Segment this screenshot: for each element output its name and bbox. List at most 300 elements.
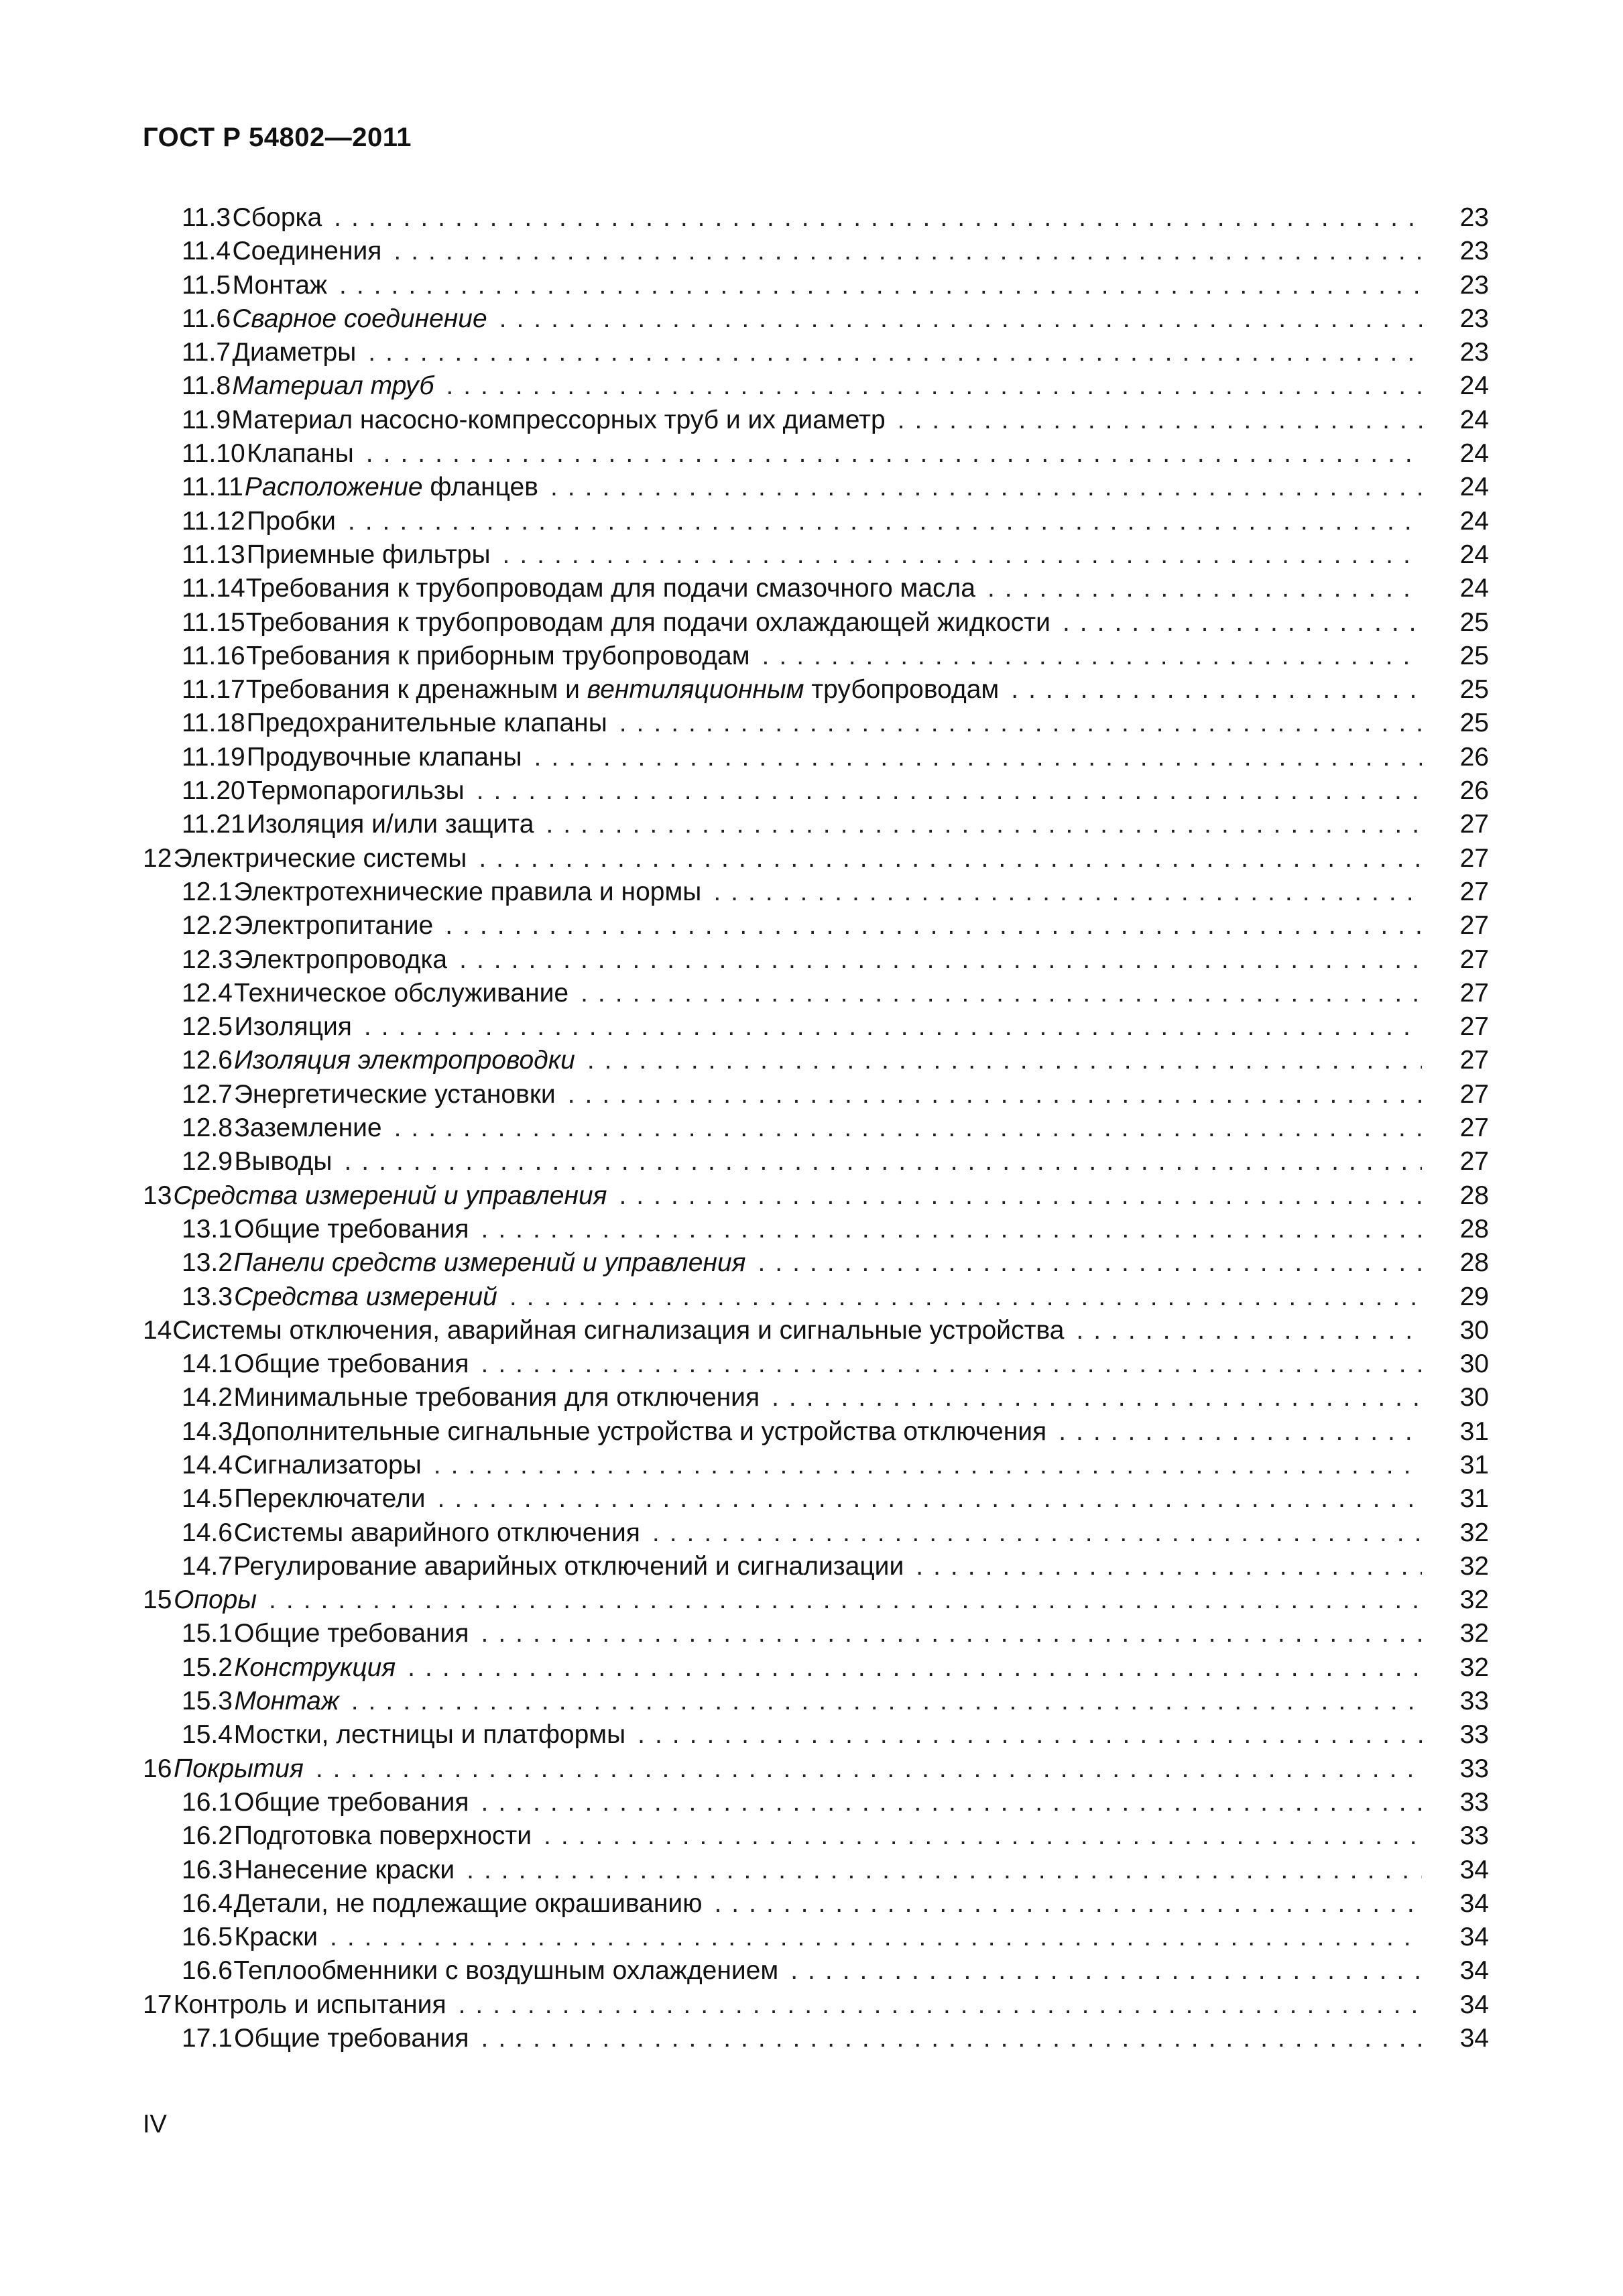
toc-title-part: Требования к трубопроводам для подачи охлаждающей жидкости	[245, 607, 1050, 637]
toc-title-part: Приемные фильтры	[246, 540, 491, 569]
dot-leader	[758, 1246, 1422, 1280]
toc-entry-title	[174, 1583, 257, 1617]
toc-page-number: 28	[1459, 1181, 1489, 1210]
toc-entry-number: 14.6	[182, 1518, 233, 1547]
toc-entry	[182, 2022, 1422, 2055]
toc-row	[0, 1988, 1623, 2022]
toc-entry-number: 11.4	[182, 237, 231, 266]
toc-entry	[182, 1482, 1422, 1516]
toc-page-number: 27	[1459, 1147, 1489, 1176]
dot-leader	[550, 471, 1422, 504]
dot-leader	[394, 235, 1422, 268]
toc-title-part: Монтаж	[232, 270, 327, 300]
toc-title-part: Электрические системы	[173, 843, 467, 873]
toc-entry-title	[234, 1685, 339, 1718]
toc-entry	[182, 741, 1422, 774]
dot-leader	[446, 369, 1422, 403]
toc-title-part: Монтаж	[234, 1687, 339, 1716]
toc-page-number: 28	[1459, 1214, 1489, 1244]
toc-page-number: 31	[1459, 1450, 1489, 1479]
toc-entry-number: 11.15	[182, 607, 245, 637]
toc-entry-title	[234, 1651, 396, 1685]
toc-title-part: Общие требования	[234, 1619, 469, 1648]
toc-row	[0, 1213, 1623, 1246]
toc-row	[0, 201, 1623, 235]
toc-title-part: Материал труб	[232, 371, 434, 401]
toc-entry-title	[247, 505, 336, 538]
toc-entry-number: 12.3	[182, 945, 233, 974]
toc-page-number: 34	[1459, 1888, 1489, 1918]
toc-entry	[143, 1179, 1422, 1213]
toc-entry	[143, 1314, 1422, 1347]
toc-entry	[182, 1449, 1422, 1482]
toc-row	[0, 538, 1623, 572]
toc-entry	[143, 842, 1422, 875]
dot-leader	[334, 201, 1422, 235]
toc-row	[0, 1111, 1623, 1145]
dot-leader	[479, 842, 1422, 875]
toc-entry	[182, 1078, 1422, 1111]
toc-entry	[182, 1280, 1422, 1314]
toc-title-part: фланцев	[422, 473, 538, 502]
toc-page-number: 23	[1459, 237, 1489, 266]
toc-entry-title	[234, 1786, 469, 1819]
dot-leader	[619, 707, 1422, 740]
toc-page-number: 32	[1459, 1652, 1489, 1682]
dot-leader	[467, 1854, 1422, 1887]
toc-row	[0, 1314, 1623, 1347]
toc-entry-title	[233, 1550, 904, 1583]
toc-page-number: 32	[1459, 1619, 1489, 1648]
toc-entry-number: 11.10	[182, 439, 245, 469]
toc-entry-title	[246, 673, 1000, 707]
toc-row	[0, 505, 1623, 538]
toc-entry-number: 13.2	[182, 1248, 233, 1278]
toc-entry	[182, 875, 1422, 909]
toc-entry	[182, 1111, 1422, 1145]
toc-page-number: 31	[1459, 1416, 1489, 1446]
toc-entry-number: 14.5	[182, 1484, 233, 1514]
toc-entry-title	[173, 1179, 607, 1213]
toc-row	[0, 1347, 1623, 1381]
toc-entry-number: 12.9	[182, 1147, 233, 1176]
toc-entry-title	[234, 909, 433, 943]
toc-page-number: 34	[1459, 2024, 1489, 2053]
toc-title-part: Детали, не подлежащие окрашиванию	[233, 1888, 703, 1918]
toc-entry-title	[234, 1482, 425, 1516]
toc-title-part: Конструкция	[234, 1652, 396, 1682]
dot-leader	[652, 1516, 1422, 1550]
toc-title-part: Соединения	[232, 237, 382, 266]
toc-entry	[182, 1651, 1422, 1685]
toc-title-part: Системы аварийного отключения	[233, 1518, 640, 1547]
toc-row	[0, 774, 1623, 808]
toc-entry	[182, 909, 1422, 943]
dot-leader	[351, 1685, 1422, 1718]
toc-entry-title	[234, 1044, 575, 1077]
toc-entry-title	[234, 1246, 746, 1280]
toc-page-number: 33	[1459, 1787, 1489, 1817]
toc-page-number: 32	[1459, 1585, 1489, 1615]
toc-entry-number: 16.1	[182, 1787, 233, 1817]
toc-title-part: Мостки, лестницы и платформы	[233, 1720, 626, 1750]
toc-title-part: Требования к приборным трубопроводам	[246, 641, 750, 670]
toc-entry-number: 12.8	[182, 1113, 233, 1143]
toc-title-part: Панели средств измерений и управления	[233, 1248, 746, 1278]
toc-entry-number: 14.4	[182, 1450, 233, 1479]
toc-entry-number: 16.3	[182, 1855, 233, 1884]
dot-leader	[316, 1752, 1422, 1786]
toc-entry-number: 14.2	[182, 1383, 233, 1412]
toc-row	[0, 741, 1623, 774]
toc-entry-number: 11.11	[182, 473, 243, 502]
toc-title-part: Термопарогильзы	[246, 776, 465, 806]
toc-entry-number: 13.3	[182, 1282, 233, 1311]
toc-page-number: 34	[1459, 1990, 1489, 2019]
toc-title-part: Продувочные клапаны	[246, 742, 522, 772]
toc-row	[0, 404, 1623, 437]
toc-row	[0, 302, 1623, 336]
toc-row	[0, 1921, 1623, 1954]
toc-entry-title	[235, 1921, 318, 1954]
toc-entry-number: 16.5	[182, 1923, 233, 1952]
toc-entry-title	[174, 1752, 304, 1786]
dot-leader	[509, 1280, 1422, 1314]
toc-entry-number: 13	[143, 1181, 172, 1210]
toc-entry-number: 11.12	[182, 506, 245, 536]
dot-leader	[408, 1651, 1422, 1685]
toc-title-part: трубопроводам	[804, 675, 1000, 705]
toc-title-part: Требования к трубопроводам для подачи смазочного масла	[245, 574, 975, 603]
dot-leader	[587, 1044, 1422, 1077]
toc-entry	[182, 1921, 1422, 1954]
toc-row	[0, 1044, 1623, 1077]
toc-entry	[182, 1685, 1422, 1718]
toc-page-number: 33	[1459, 1821, 1489, 1851]
toc-entry-title	[234, 1854, 455, 1887]
toc-entry	[182, 1516, 1422, 1550]
dot-leader	[394, 1111, 1422, 1145]
toc-entry-number: 11.18	[182, 709, 245, 738]
toc-entry-title	[234, 1617, 469, 1650]
toc-row	[0, 1887, 1623, 1921]
toc-entry	[182, 1347, 1422, 1381]
dot-leader	[344, 1145, 1422, 1179]
toc-entry	[182, 1381, 1422, 1414]
toc-entry-title	[232, 235, 381, 268]
dot-leader	[481, 1347, 1423, 1381]
toc-row	[0, 1179, 1623, 1213]
dot-leader	[713, 875, 1422, 909]
toc-entry	[182, 404, 1422, 437]
toc-entry	[182, 1246, 1422, 1280]
toc-entry-title	[234, 875, 702, 909]
toc-entry-title	[234, 1819, 532, 1853]
dot-leader	[987, 572, 1422, 605]
toc-entry-number: 15.3	[182, 1687, 233, 1716]
toc-entry-number: 15.1	[182, 1619, 233, 1648]
toc-entry-title	[234, 2022, 469, 2055]
toc-row	[0, 909, 1623, 943]
toc-title-part: Сигнализаторы	[234, 1450, 422, 1479]
dot-leader	[916, 1550, 1422, 1583]
toc-row	[0, 336, 1623, 369]
toc-entry	[182, 1415, 1422, 1449]
toc-entry	[182, 572, 1422, 605]
toc-entry	[182, 1954, 1422, 1988]
toc-page-number: 27	[1459, 810, 1489, 839]
toc-row	[0, 977, 1623, 1010]
toc-entry-number: 17	[143, 1990, 172, 2019]
toc-entry-title	[234, 943, 447, 977]
toc-row	[0, 572, 1623, 605]
toc-entry-title	[233, 336, 357, 369]
toc-row	[0, 1415, 1623, 1449]
toc-row	[0, 1516, 1623, 1550]
toc-title-part: Переключатели	[234, 1484, 426, 1514]
toc-entry-title	[234, 1718, 625, 1752]
toc-page-number: 27	[1459, 843, 1489, 873]
toc-page-number: 33	[1459, 1720, 1489, 1750]
toc-entry	[143, 1752, 1422, 1786]
toc-title-part: Требования к дренажным и	[245, 675, 587, 705]
dot-leader	[638, 1718, 1422, 1752]
dot-leader	[898, 404, 1422, 437]
toc-title-part: Общие требования	[234, 1214, 469, 1244]
toc-entry-title	[247, 538, 491, 572]
toc-entry-number: 11.8	[182, 371, 231, 401]
dot-leader	[269, 1583, 1422, 1617]
toc-entry-title	[232, 369, 434, 403]
dot-leader	[1011, 673, 1422, 707]
dot-leader	[481, 1617, 1423, 1650]
toc-row	[0, 1449, 1623, 1482]
toc-entry-number: 11.9	[182, 405, 231, 434]
toc-entry-number: 14	[143, 1315, 172, 1345]
toc-row	[0, 1752, 1623, 1786]
toc-entry-number: 13.1	[182, 1214, 233, 1244]
dot-leader	[568, 1078, 1422, 1111]
toc-title-part: Сборка	[232, 203, 322, 232]
toc-entry-number: 11.6	[182, 304, 231, 333]
toc-title-part: Выводы	[234, 1147, 333, 1176]
toc-row	[0, 1550, 1623, 1583]
toc-page-number: 25	[1459, 709, 1489, 738]
toc-entry-title	[233, 1415, 1046, 1449]
toc-entry	[182, 302, 1422, 336]
toc-page-number: 25	[1459, 675, 1489, 705]
toc-page-number: 33	[1459, 1754, 1489, 1783]
dot-leader	[1063, 606, 1422, 640]
toc-page-number: 33	[1459, 1687, 1489, 1716]
toc-page-number: 27	[1459, 1012, 1489, 1042]
toc-entry-title	[234, 977, 568, 1010]
toc-row	[0, 1685, 1623, 1718]
toc-title-part: Электропитание	[234, 911, 434, 941]
document-header: ГОСТ Р 54802—2011	[143, 123, 412, 152]
toc-entry	[182, 269, 1422, 302]
toc-page-number: 23	[1459, 203, 1489, 232]
dot-leader	[368, 336, 1422, 369]
table-of-contents	[0, 201, 1623, 2055]
dot-leader	[544, 1819, 1422, 1853]
toc-page-number: 24	[1459, 506, 1489, 536]
toc-entry-number: 11.19	[182, 742, 245, 772]
toc-entry	[182, 1550, 1422, 1583]
toc-entry-title	[234, 1280, 497, 1314]
toc-title-part: Заземление	[234, 1113, 382, 1143]
toc-row	[0, 1954, 1623, 1988]
toc-page-number: 27	[1459, 1079, 1489, 1109]
toc-page-number: 24	[1459, 439, 1489, 469]
toc-row	[0, 1854, 1623, 1887]
toc-title-part: Общие требования	[234, 1349, 469, 1379]
toc-page-number: 29	[1459, 1282, 1489, 1311]
dot-leader	[459, 1988, 1422, 2022]
toc-entry	[182, 1617, 1422, 1650]
toc-entry	[182, 640, 1422, 673]
toc-entry-title	[246, 572, 975, 605]
toc-entry-number: 11.14	[182, 574, 245, 603]
toc-title-part: Дополнительные сигнальные устройства и устройства отключения	[233, 1416, 1047, 1446]
toc-entry-title	[247, 707, 607, 740]
toc-entry-title	[232, 302, 487, 336]
dot-leader	[762, 640, 1422, 673]
toc-entry-number: 14.7	[182, 1551, 233, 1581]
toc-page-number: 24	[1459, 473, 1489, 502]
toc-entry-title	[233, 1381, 760, 1414]
toc-entry-number: 16.4	[182, 1888, 233, 1918]
toc-row	[0, 842, 1623, 875]
toc-row	[0, 1819, 1623, 1853]
page-number: IV	[143, 2110, 167, 2138]
toc-title-part: Теплообменники с воздушным охлаждением	[233, 1956, 779, 1986]
toc-entry-title	[174, 1988, 446, 2022]
toc-entry-title	[234, 1347, 469, 1381]
toc-row	[0, 1718, 1623, 1752]
toc-title-part: Материал насосно-компрессорных труб и их диаметр	[231, 405, 886, 434]
toc-entry-number: 16.2	[182, 1821, 233, 1851]
toc-entry-number: 12.2	[182, 911, 233, 941]
toc-page-number: 27	[1459, 978, 1489, 1008]
toc-page-number: 25	[1459, 607, 1489, 637]
toc-title-part: вентиляционным	[587, 675, 804, 705]
toc-page-number: 24	[1459, 405, 1489, 434]
toc-page-number: 23	[1459, 304, 1489, 333]
toc-page-number: 34	[1459, 1956, 1489, 1986]
toc-entry-number: 16	[143, 1754, 172, 1783]
toc-entry-number: 14.3	[182, 1416, 233, 1446]
dot-leader	[438, 1482, 1422, 1516]
toc-entry	[182, 1718, 1422, 1752]
toc-page-number: 30	[1459, 1315, 1489, 1345]
toc-row	[0, 2022, 1623, 2055]
toc-entry-title	[235, 1145, 333, 1179]
toc-title-part: Клапаны	[247, 439, 354, 469]
toc-page-number: 30	[1459, 1383, 1489, 1412]
toc-page-number: 27	[1459, 945, 1489, 974]
toc-entry-number: 11.5	[182, 270, 231, 300]
toc-entry-number: 11.20	[182, 776, 245, 806]
toc-row	[0, 369, 1623, 403]
toc-row	[0, 437, 1623, 471]
dot-leader	[459, 943, 1422, 977]
dot-leader	[366, 437, 1422, 471]
toc-entry-title	[233, 1954, 778, 1988]
toc-page-number: 34	[1459, 1923, 1489, 1952]
toc-page-number: 27	[1459, 877, 1489, 906]
toc-entry-number: 11.3	[182, 203, 231, 232]
toc-entry	[182, 538, 1422, 572]
toc-row	[0, 1583, 1623, 1617]
toc-entry-title	[246, 606, 1050, 640]
toc-entry-number: 11.7	[182, 338, 231, 367]
toc-entry	[182, 1044, 1422, 1077]
dot-leader	[534, 741, 1422, 774]
toc-entry-title	[233, 201, 322, 235]
toc-title-part: Изоляция электропроводки	[233, 1046, 575, 1075]
toc-page-number: 28	[1459, 1248, 1489, 1278]
toc-title-part: Техническое обслуживание	[233, 978, 569, 1008]
toc-entry-title	[234, 1010, 351, 1044]
dot-leader	[714, 1887, 1422, 1921]
toc-entry-title	[233, 269, 327, 302]
toc-row	[0, 1145, 1623, 1179]
dot-leader	[445, 909, 1422, 943]
toc-row	[0, 808, 1623, 841]
toc-row	[0, 1078, 1623, 1111]
toc-row	[0, 1617, 1623, 1650]
toc-title-part: Покрытия	[174, 1754, 304, 1783]
toc-entry	[182, 943, 1422, 977]
toc-entry	[182, 1819, 1422, 1853]
toc-entry	[182, 1010, 1422, 1044]
toc-entry-title	[234, 1449, 422, 1482]
toc-entry-title	[247, 774, 465, 808]
toc-entry-number: 16.6	[182, 1956, 233, 1986]
toc-entry-number: 17.1	[182, 2024, 233, 2053]
toc-entry-title	[245, 471, 538, 504]
dot-leader	[481, 2022, 1423, 2055]
toc-entry-number: 12.5	[182, 1012, 233, 1042]
toc-row	[0, 1482, 1623, 1516]
dot-leader	[434, 1449, 1422, 1482]
toc-entry	[143, 1988, 1422, 2022]
toc-entry-title	[234, 1078, 556, 1111]
dot-leader	[503, 538, 1422, 572]
toc-title-part: Диаметры	[232, 338, 357, 367]
toc-title-part: Средства измерений	[234, 1282, 497, 1311]
toc-page-number: 31	[1459, 1484, 1489, 1514]
toc-page-number: 23	[1459, 270, 1489, 300]
dot-leader	[348, 505, 1422, 538]
toc-page-number: 27	[1459, 1113, 1489, 1143]
toc-entry	[182, 1145, 1422, 1179]
toc-title-part: Опоры	[174, 1585, 257, 1615]
toc-entry-number: 15	[143, 1585, 172, 1615]
dot-leader	[481, 1786, 1423, 1819]
toc-title-part: Изоляция и/или защита	[246, 810, 534, 839]
toc-title-part: Системы отключения, аварийная сигнализация и сигнальные устройства	[172, 1315, 1065, 1345]
toc-page-number: 32	[1459, 1518, 1489, 1547]
toc-entry-title	[172, 1314, 1064, 1347]
toc-title-part: Сварное соединение	[232, 304, 487, 333]
toc-row	[0, 1280, 1623, 1314]
dot-leader	[1076, 1314, 1422, 1347]
toc-entry-number: 11.17	[182, 675, 245, 705]
toc-row	[0, 269, 1623, 302]
toc-row	[0, 640, 1623, 673]
